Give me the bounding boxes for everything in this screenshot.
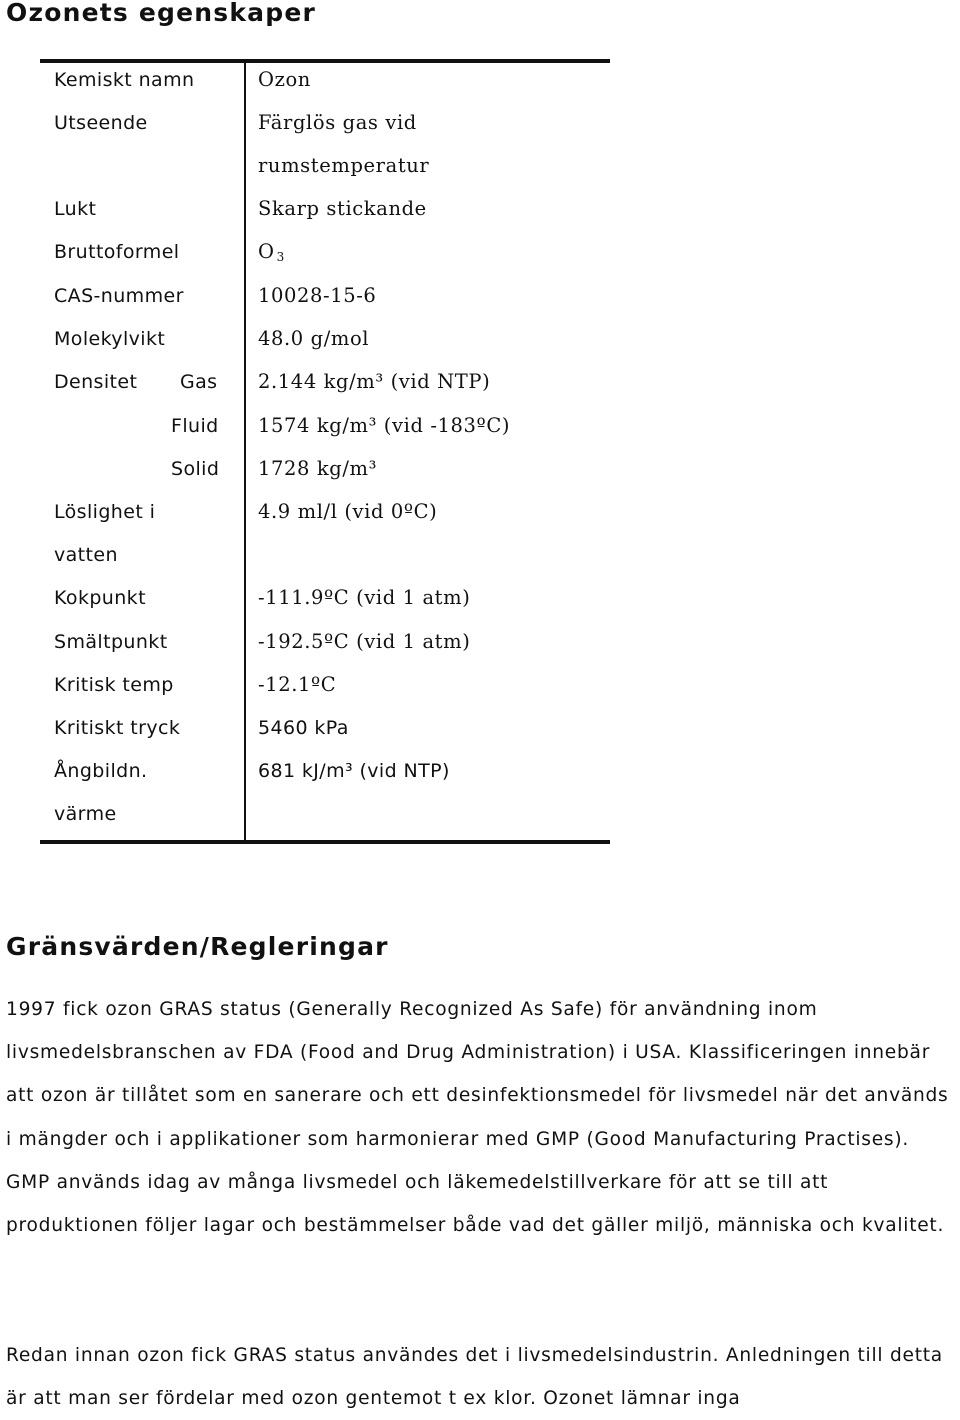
section-title-regulations: Gränsvärden/Regleringar	[6, 932, 389, 961]
label-angbildn-line1: Ångbildn.	[54, 760, 148, 782]
value-molekylvikt: 48.0 g/mol	[258, 327, 370, 350]
label-molekylvikt: Molekylvikt	[54, 328, 166, 350]
table-top-rule	[40, 59, 610, 63]
table-bottom-rule	[40, 840, 610, 844]
label-smaltpunkt: Smältpunkt	[54, 631, 168, 653]
label-lukt: Lukt	[54, 198, 97, 220]
value-kokpunkt: -111.9ºC (vid 1 atm)	[258, 586, 471, 609]
label-densitet-solid: Solid	[171, 458, 220, 480]
label-kemiskt-namn: Kemiskt namn	[54, 69, 195, 91]
paragraph-gras-status: 1997 fick ozon GRAS status (Generally Recognized As Safe) för användning inom livsmedelsbranschen av FDA (Food and Drug Administration) i USA. Klassificeringen innebär att ozon är tillåtet som en sanerare och ett desinfektionsmedel för livsmedel när det används i mängder och i applikationer som harmonierar med GMP (Good Manufacturing Practises). GMP används idag av många livsmedel och läkemedelstillverkare för att se till att produktionen följer lagar och bestämmelser både vad det gäller miljö, människa och kvalitet.	[6, 999, 949, 1237]
section-title-properties: Ozonets egenskaper	[6, 0, 317, 27]
label-kritisk-temp: Kritisk temp	[54, 674, 174, 696]
value-utseende-line1: Färglös gas vid	[258, 111, 417, 134]
paragraph-industry-use: Redan innan ozon fick GRAS status användes det i livsmedelsindustrin. Anledningen till detta är att man ser fördelar med ozon gentemot t ex klor. Ozonet lämnar inga	[6, 1345, 943, 1410]
label-cas-nummer: CAS-nummer	[54, 285, 184, 307]
value-angbildn: 681 kJ/m³ (vid NTP)	[258, 760, 450, 782]
label-loslighet-line2: vatten	[54, 544, 118, 566]
value-cas-nummer: 10028-15-6	[258, 284, 377, 307]
label-bruttoformel: Bruttoformel	[54, 241, 180, 263]
value-densitet-fluid: 1574 kg/m³ (vid -183ºC)	[258, 414, 511, 437]
value-kritisk-temp: -12.1ºC	[258, 673, 337, 696]
value-kemiskt-namn: Ozon	[258, 68, 311, 91]
label-kokpunkt: Kokpunkt	[54, 587, 146, 609]
formula-subscript: 3	[276, 250, 285, 264]
value-smaltpunkt: -192.5ºC (vid 1 atm)	[258, 630, 471, 653]
value-kritiskt-tryck: 5460 kPa	[258, 717, 349, 739]
label-kritiskt-tryck: Kritiskt tryck	[54, 717, 181, 739]
table-column-divider	[244, 63, 246, 840]
value-densitet-gas: 2.144 kg/m³ (vid NTP)	[258, 370, 491, 393]
value-bruttoformel	[258, 240, 285, 269]
label-utseende: Utseende	[54, 112, 148, 134]
formula-base: O	[258, 240, 275, 263]
value-utseende-line2: rumstemperatur	[258, 154, 430, 177]
value-densitet-solid: 1728 kg/m³	[258, 457, 378, 480]
label-densitet-fluid: Fluid	[171, 415, 219, 437]
value-loslighet: 4.9 ml/l (vid 0ºC)	[258, 500, 438, 523]
label-loslighet-line1: Löslighet i	[54, 501, 156, 523]
value-lukt: Skarp stickande	[258, 197, 427, 220]
label-densitet-gas: Gas	[180, 371, 218, 393]
label-densitet: Densitet	[54, 371, 138, 393]
label-angbildn-line2: värme	[54, 803, 117, 825]
